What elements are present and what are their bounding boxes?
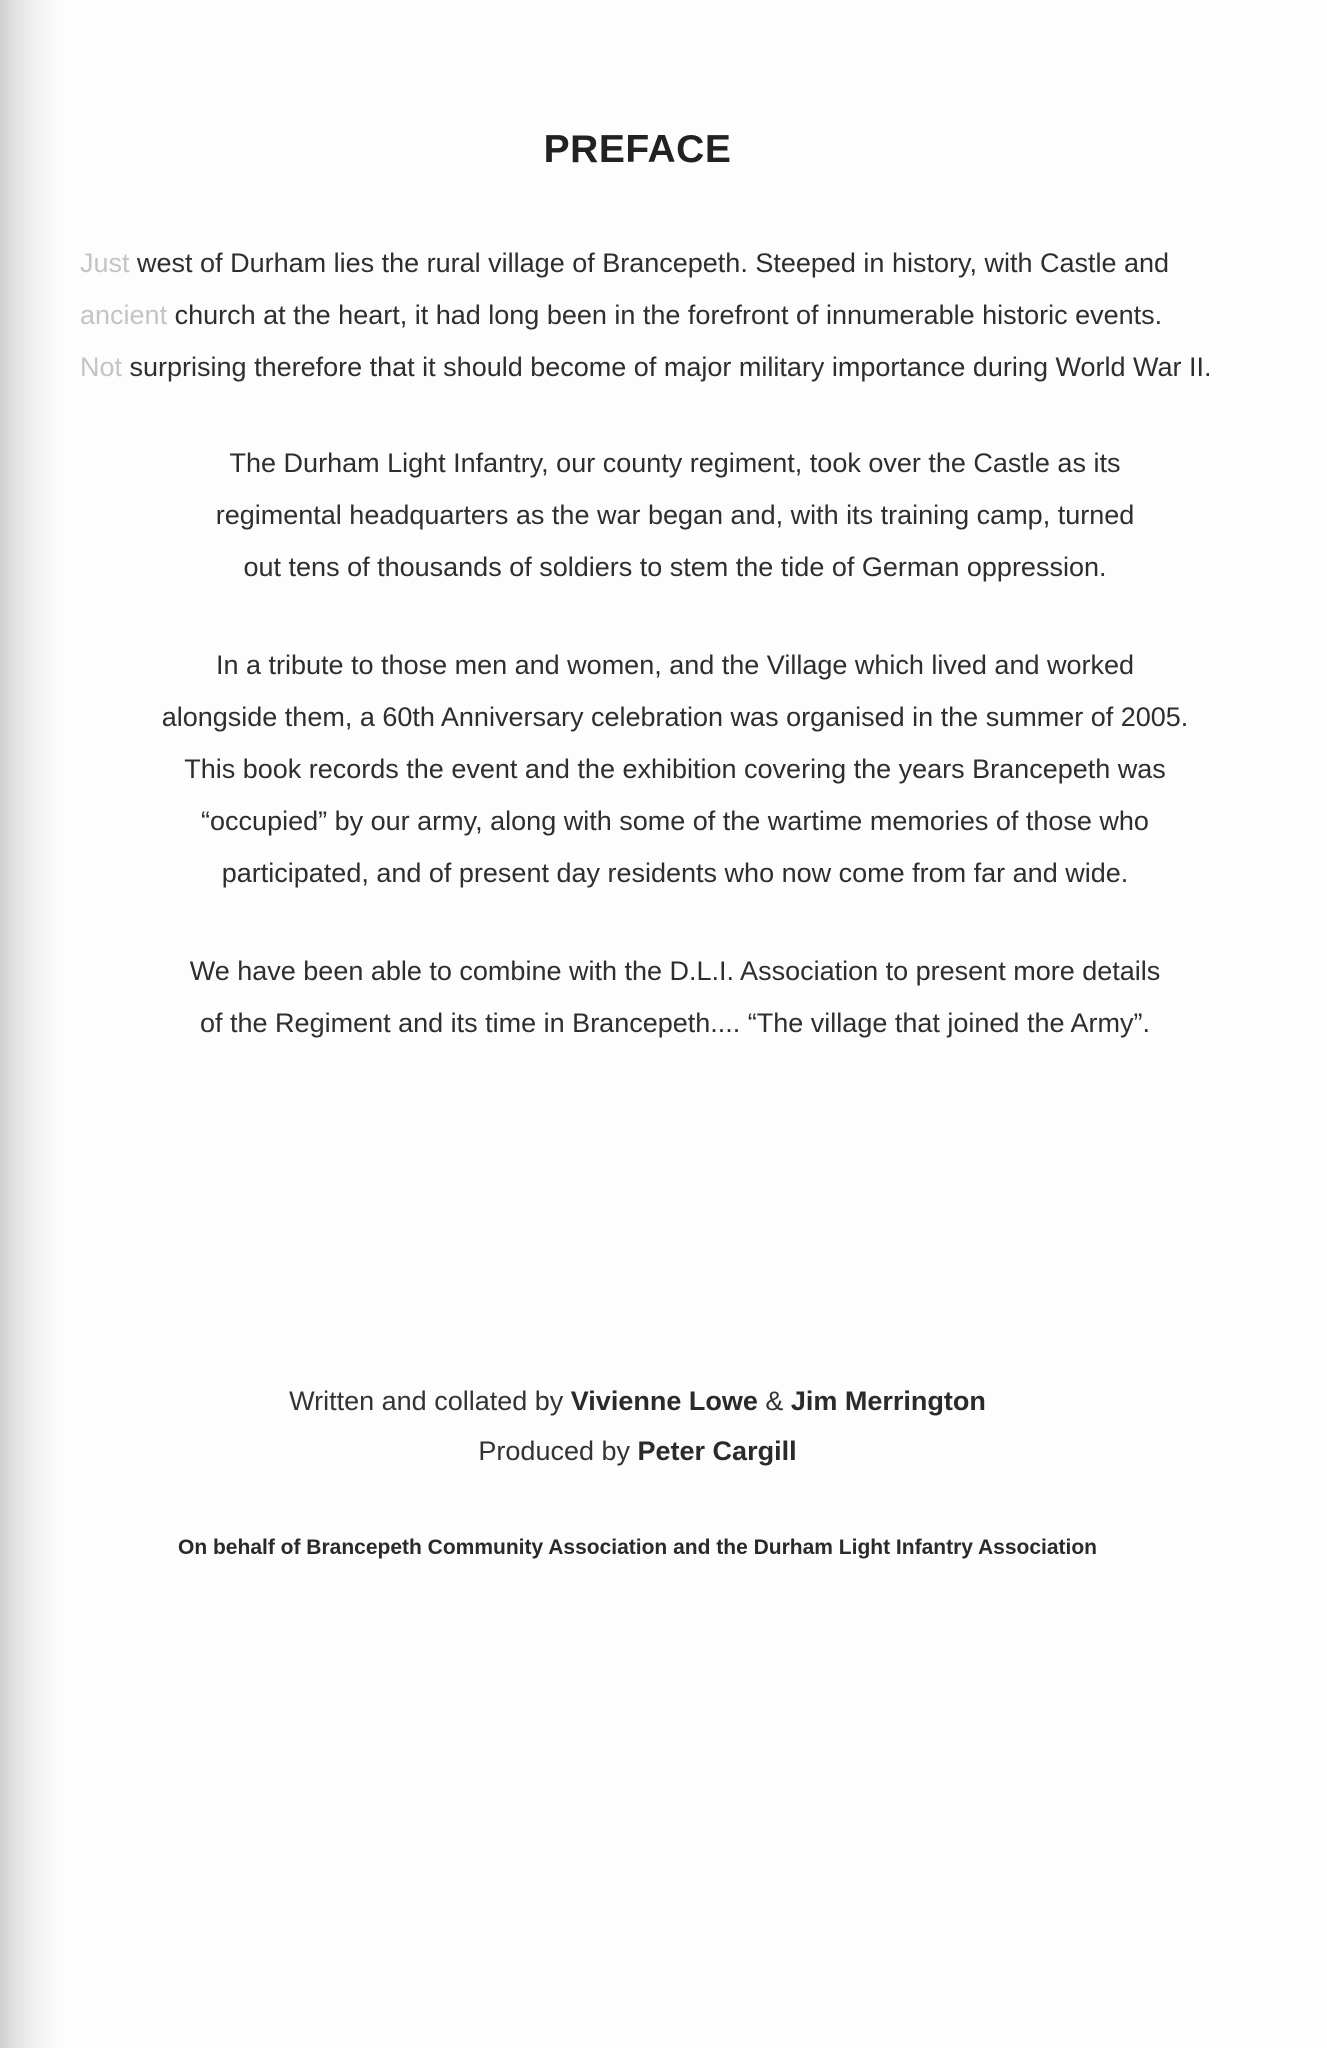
paragraph-association <box>80 945 1270 1049</box>
line-text: west of Durham lies the rural village of Brancepeth. Steeped in history, with Castle and <box>129 248 1170 278</box>
credits-block <box>80 1376 1195 1476</box>
faded-text: ancient <box>80 300 168 330</box>
written-by-line <box>80 1376 1195 1426</box>
paragraph-line <box>80 237 1270 289</box>
paragraph-line: “occupied” by our army, along with some of the wartime memories of those who <box>201 806 1149 836</box>
binding-shadow <box>0 0 60 2048</box>
line-text: surprising therefore that it should become of major military importance during World War II. <box>122 352 1212 382</box>
paragraph-line: alongside them, a 60th Anniversary celebration was organised in the summer of 2005. <box>161 702 1189 732</box>
written-prefix: Written and collated by <box>289 1386 571 1416</box>
line-text: church at the heart, it had long been in the forefront of innumerable historic events. <box>167 300 1163 330</box>
author-name: Vivienne Lowe <box>570 1386 758 1416</box>
page-title: PREFACE <box>543 128 732 171</box>
paragraph-line: regimental headquarters as the war began and, with its training camp, turned <box>215 500 1135 530</box>
produced-prefix: Produced by <box>478 1436 638 1466</box>
paragraph-line: out tens of thousands of soldiers to stem the tide of German oppression. <box>243 552 1107 582</box>
faded-text: Not <box>80 352 123 382</box>
paragraph-regiment <box>80 437 1270 593</box>
paragraph-intro <box>80 237 1270 393</box>
behalf-statement: On behalf of Brancepeth Community Association and the Durham Light Infantry Association <box>177 1536 1098 1559</box>
faded-text: Just <box>80 248 130 278</box>
produced-by-line <box>80 1426 1195 1476</box>
paragraph-line <box>80 289 1270 341</box>
producer-name: Peter Cargill <box>637 1436 797 1466</box>
paragraph-line: The Durham Light Infantry, our county regiment, took over the Castle as its <box>229 448 1121 478</box>
paragraph-line: In a tribute to those men and women, and the Village which lived and worked <box>215 650 1135 680</box>
paragraph-line: participated, and of present day residents who now come from far and wide. <box>221 858 1129 888</box>
paragraph-line: This book records the event and the exhibition covering the years Brancepeth was <box>184 754 1166 784</box>
paragraph-tribute <box>80 639 1270 899</box>
paragraph-line <box>80 341 1270 393</box>
author-name: Jim Merrington <box>790 1386 986 1416</box>
paragraph-line: of the Regiment and its time in Brancepeth.... “The village that joined the Army”. <box>200 1008 1150 1038</box>
paragraph-line: We have been able to combine with the D.L.I. Association to present more details <box>189 956 1161 986</box>
ampersand: & <box>757 1386 791 1416</box>
